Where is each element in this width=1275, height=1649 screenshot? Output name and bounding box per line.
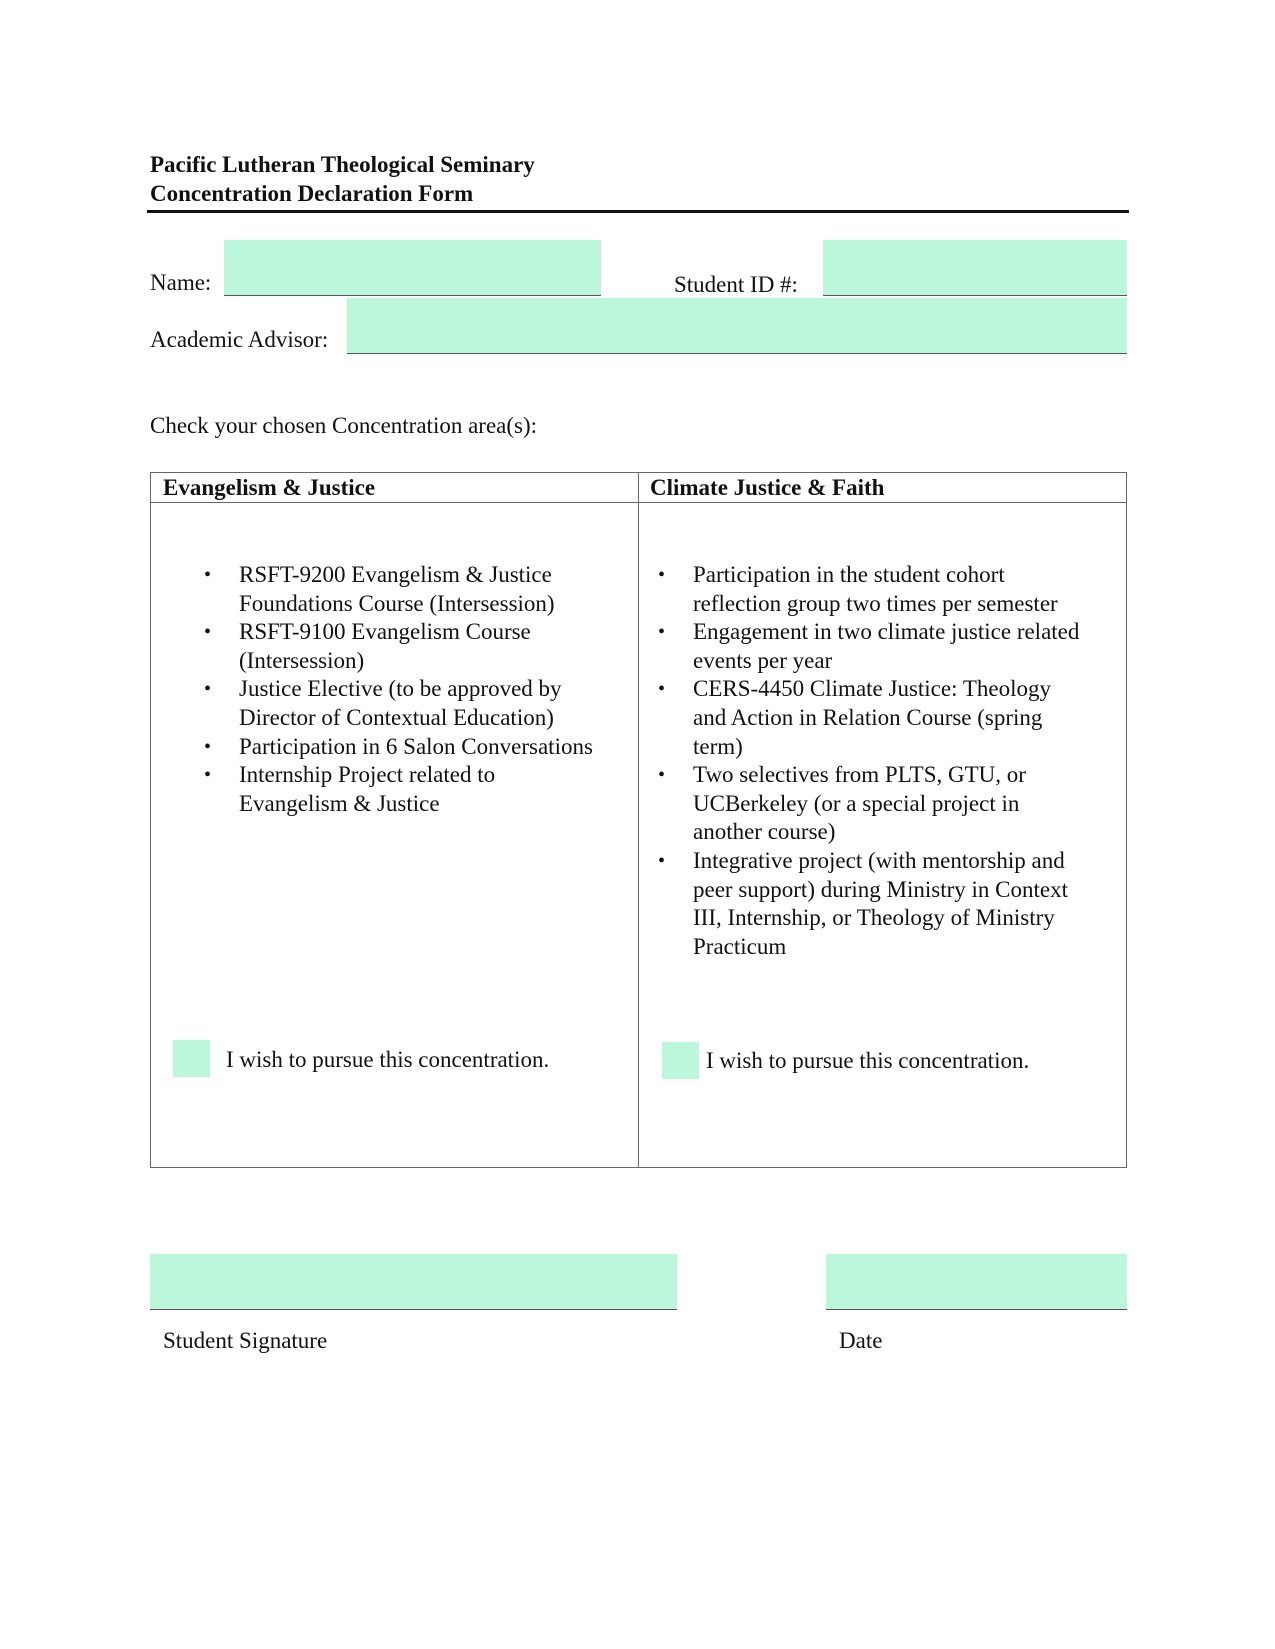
bullet-icon: • bbox=[204, 564, 212, 586]
list-item-line: RSFT-9200 Evangelism & Justice bbox=[239, 562, 552, 587]
form-title-line2: Concentration Declaration Form bbox=[150, 181, 474, 206]
bullet-icon: • bbox=[658, 849, 666, 872]
evangelism-checkbox-label: I wish to pursue this concentration. bbox=[226, 1047, 550, 1072]
climate-concentration-checkbox[interactable] bbox=[662, 1042, 699, 1079]
list-item-line: another course) bbox=[693, 819, 836, 845]
list-item-line: Two selectives from PLTS, GTU, or bbox=[693, 762, 1026, 788]
list-item-line: Engagement in two climate justice related bbox=[693, 619, 1080, 645]
date-label: Date bbox=[839, 1328, 883, 1353]
bullet-icon: • bbox=[658, 621, 666, 644]
evangelism-requirements-list bbox=[204, 561, 629, 818]
list-item-line: Participation in the student cohort bbox=[693, 562, 1005, 587]
list-item bbox=[658, 761, 1113, 847]
student-signature-label: Student Signature bbox=[163, 1328, 328, 1353]
list-item-line: and Action in Relation Course (spring bbox=[693, 704, 1043, 730]
bullet-icon: • bbox=[658, 564, 666, 586]
academic-advisor-field[interactable] bbox=[347, 298, 1127, 354]
concentration-table bbox=[150, 472, 1127, 1168]
list-item-line: Practicum bbox=[693, 933, 787, 959]
list-item-line: (Intersession) bbox=[239, 647, 365, 673]
list-item-line: Integrative project (with mentorship and bbox=[693, 847, 1065, 873]
evangelism-concentration-checkbox[interactable] bbox=[173, 1040, 210, 1077]
column-heading-evangelism-justice: Evangelism & Justice bbox=[163, 475, 376, 500]
list-item-line: term) bbox=[693, 733, 743, 759]
list-item bbox=[204, 561, 629, 618]
list-item-line: CERS-4450 Climate Justice: Theology bbox=[693, 676, 1051, 702]
climate-requirements-list bbox=[658, 561, 1113, 961]
list-item bbox=[658, 618, 1113, 675]
list-item bbox=[658, 561, 1113, 618]
list-item-line: Internship Project related to bbox=[239, 762, 496, 788]
list-item bbox=[204, 733, 629, 762]
list-item bbox=[204, 618, 629, 675]
list-item-line: Director of Contextual Education) bbox=[239, 704, 554, 730]
list-item-line: Evangelism & Justice bbox=[239, 790, 440, 816]
header-divider bbox=[151, 502, 1126, 503]
bullet-icon: • bbox=[658, 764, 666, 787]
list-item bbox=[658, 675, 1113, 761]
header-rule bbox=[147, 210, 1129, 213]
date-field[interactable] bbox=[826, 1254, 1127, 1310]
list-item bbox=[204, 761, 629, 818]
bullet-icon: • bbox=[204, 621, 212, 644]
list-item-line: Foundations Course (Intersession) bbox=[239, 590, 555, 616]
name-field[interactable] bbox=[224, 240, 601, 296]
bullet-icon: • bbox=[658, 678, 666, 701]
list-item-line: Participation in 6 Salon Conversations bbox=[239, 733, 593, 759]
student-id-label: Student ID #: bbox=[674, 272, 798, 297]
bullet-icon: • bbox=[204, 735, 212, 758]
list-item-line: reflection group two times per semester bbox=[693, 590, 1058, 616]
instruction-text: Check your chosen Concentration area(s): bbox=[150, 413, 538, 438]
list-item bbox=[204, 675, 629, 732]
list-item-line: Justice Elective (to be approved by bbox=[239, 676, 562, 702]
student-id-field[interactable] bbox=[823, 240, 1127, 296]
name-label: Name: bbox=[150, 270, 212, 295]
form-title-line1: Pacific Lutheran Theological Seminary bbox=[150, 152, 535, 177]
bullet-icon: • bbox=[204, 764, 212, 787]
climate-checkbox-label: I wish to pursue this concentration. bbox=[706, 1048, 1030, 1073]
bullet-icon: • bbox=[204, 678, 212, 701]
column-heading-climate-justice-faith: Climate Justice & Faith bbox=[650, 475, 885, 500]
list-item-line: III, Internship, or Theology of Ministry bbox=[693, 905, 1055, 931]
list-item-line: peer support) during Ministry in Context bbox=[693, 876, 1068, 902]
list-item bbox=[658, 847, 1113, 961]
list-item-line: UCBerkeley (or a special project in bbox=[693, 790, 1020, 816]
list-item-line: RSFT-9100 Evangelism Course bbox=[239, 619, 531, 645]
list-item-line: events per year bbox=[693, 647, 833, 673]
column-divider bbox=[638, 473, 639, 1167]
academic-advisor-label: Academic Advisor: bbox=[150, 327, 329, 352]
student-signature-field[interactable] bbox=[150, 1254, 677, 1310]
